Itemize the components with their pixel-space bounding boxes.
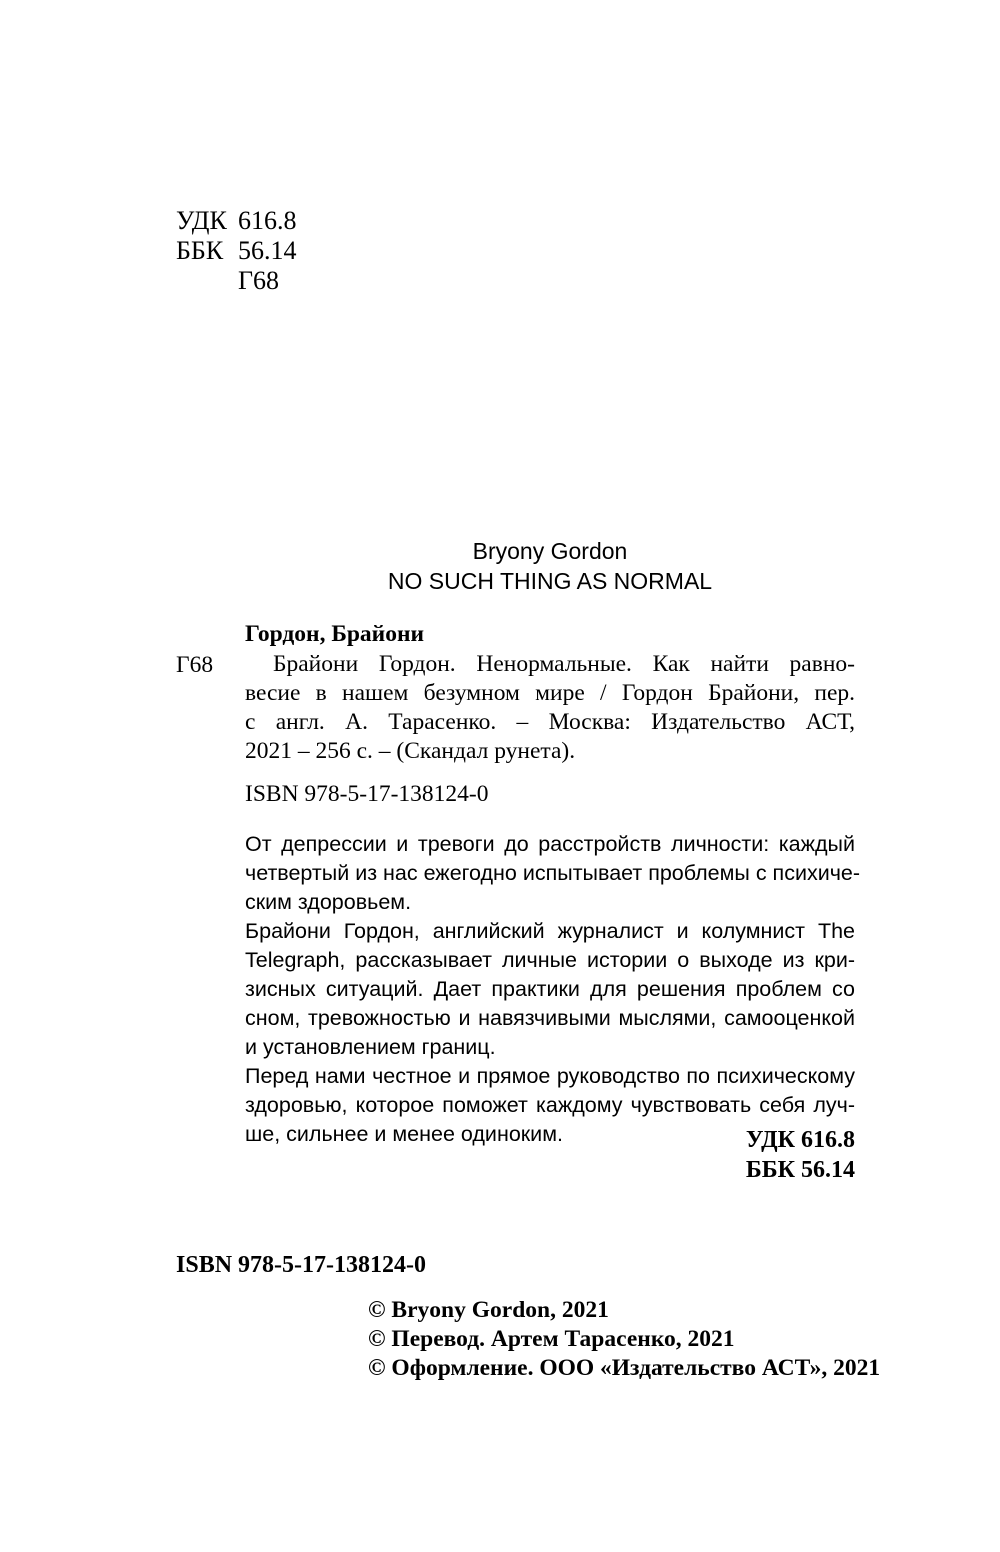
original-author: Bryony Gordon xyxy=(472,538,628,564)
bibliographic-description xyxy=(245,650,855,766)
udk-value: 616.8 xyxy=(238,206,297,235)
annotation-line: Перед нами честное и прямое руководство по психическому xyxy=(245,1064,855,1088)
bib-line: с англ. А. Тарасенко. – Москва: Издательство АСТ, xyxy=(245,709,855,735)
annotation xyxy=(245,830,861,1149)
bib-line: Брайони Гордон. Ненормальные. Как найти равно- xyxy=(273,651,855,677)
annotation-line: Брайони Гордон, английский журналист и колумнист The xyxy=(245,919,855,943)
original-title: NO SUCH THING AS NORMAL xyxy=(387,568,713,594)
copyright-line: © Оформление. ООО «Издательство АСТ», 2021 xyxy=(368,1355,881,1381)
bib-line: весие в нашем безумном мире / Гордон Брайони, пер. xyxy=(245,680,855,706)
annotation-line: сном, тревожностью и навязчивыми мыслями, самооценкой xyxy=(245,1006,855,1030)
author-heading: Гордон, Брайони xyxy=(245,621,425,647)
copyright-line: © Bryony Gordon, 2021 xyxy=(368,1297,609,1323)
udk-code: УДК 616.8 xyxy=(745,1127,855,1153)
bbk-row xyxy=(176,236,297,266)
annotation-line: От депрессии и тревоги до расстройств личности: каждый xyxy=(245,832,855,856)
annotation-line: и установлением границ. xyxy=(245,1035,496,1059)
annotation-line: Telegraph, рассказывает личные истории о выходе из кри- xyxy=(245,948,855,972)
annotation-line: здоровью, которое поможет каждому чувствовать себя луч- xyxy=(245,1093,855,1117)
annotation-line: зисных ситуаций. Дает практики для решения проблем со xyxy=(245,977,855,1001)
copyright-line: © Перевод. Артем Тарасенко, 2021 xyxy=(368,1326,735,1352)
udk-row xyxy=(176,206,297,236)
annotation-line: ским здоровьем. xyxy=(245,890,412,914)
bbk-code: ББК 56.14 xyxy=(745,1157,855,1183)
annotation-line: ше, сильнее и менее одиноким. xyxy=(245,1122,563,1146)
bbk-value: 56.14 xyxy=(238,236,297,265)
bottom-isbn: ISBN 978-5-17-138124-0 xyxy=(176,1252,426,1278)
record-isbn: ISBN 978-5-17-138124-0 xyxy=(245,781,489,807)
copyright-block xyxy=(368,1296,880,1383)
bib-line: 2021 – 256 с. – (Скандал рунета). xyxy=(245,738,576,764)
classification-block xyxy=(746,1125,855,1185)
annotation-line: четвертый из нас ежегодно испытывает проблемы с психиче- xyxy=(245,861,861,885)
record-author-mark: Г68 xyxy=(176,652,214,678)
author-mark-row xyxy=(176,266,279,296)
udk-label: УДК xyxy=(176,206,227,235)
bbk-label: ББК xyxy=(176,236,224,265)
header-author-mark: Г68 xyxy=(238,266,280,295)
